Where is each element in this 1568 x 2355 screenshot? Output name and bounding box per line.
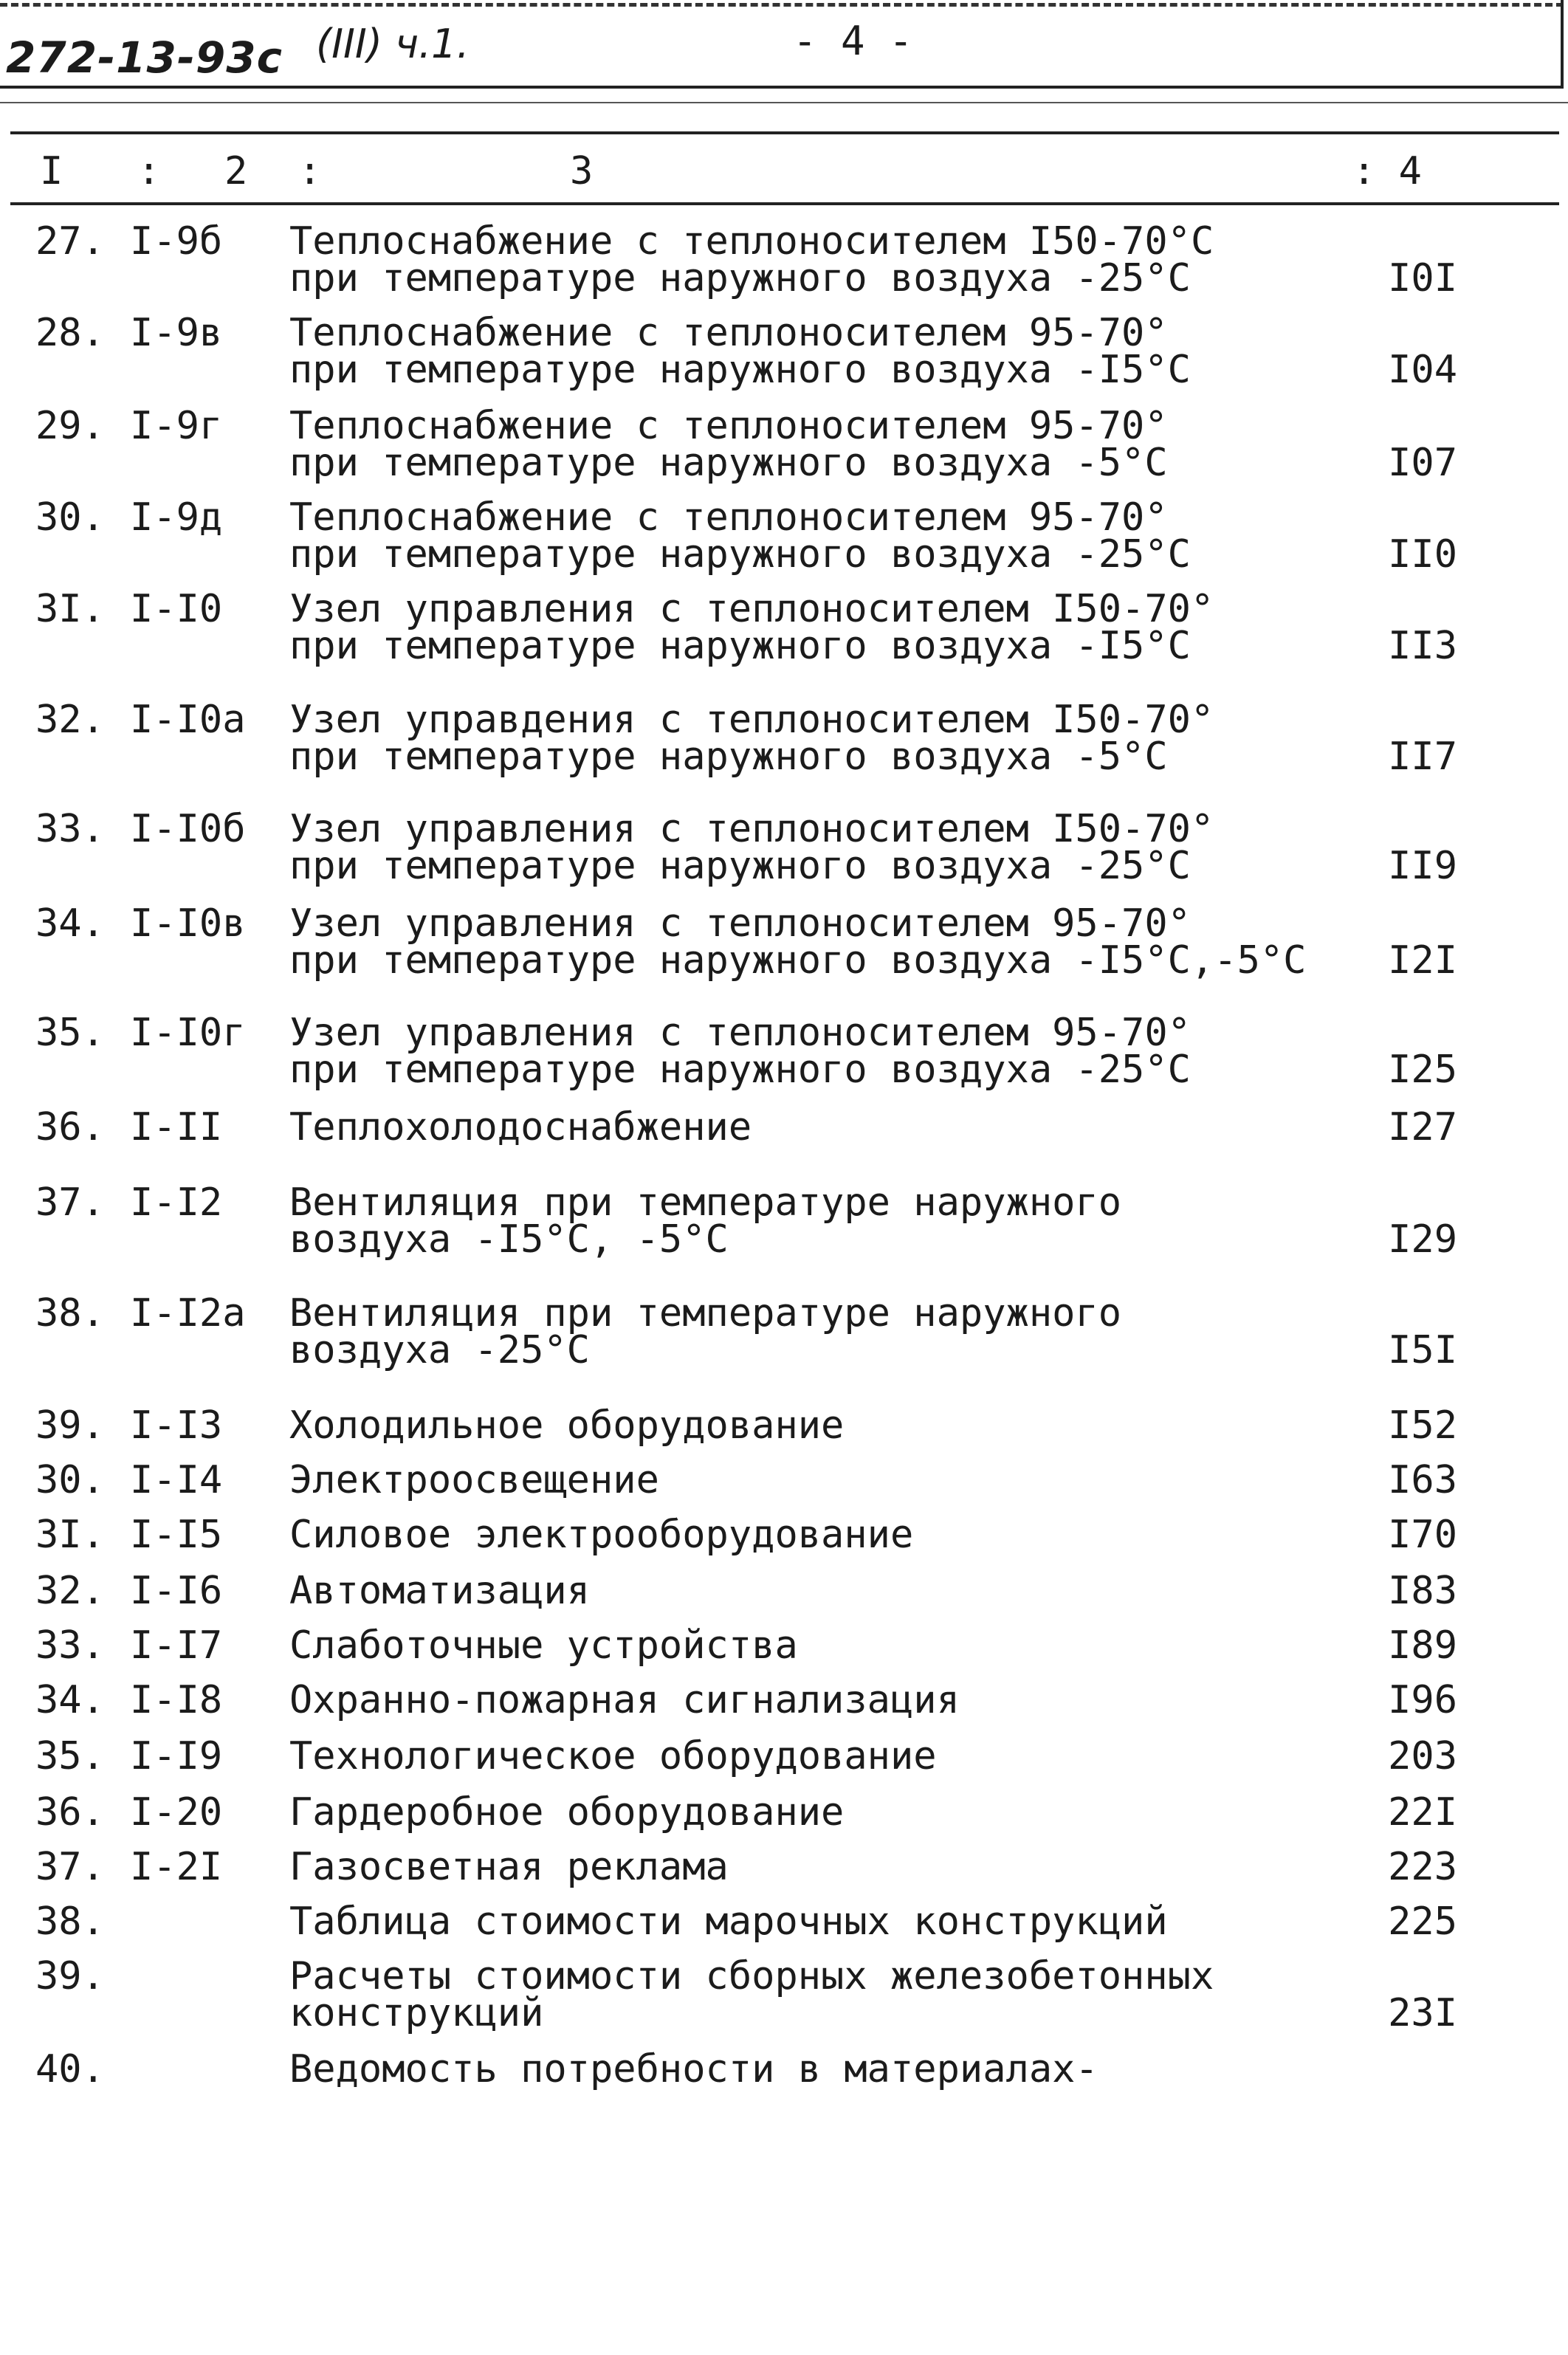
- page-number: - 4 -: [793, 18, 913, 64]
- item-number: 38.: [35, 1900, 105, 1944]
- item-page-number: I2I: [1388, 938, 1457, 983]
- table-row: [0, 1734, 1568, 1778]
- item-title: Охранно-пожарная сигнализация: [289, 1678, 960, 1722]
- item-page-number: I63: [1388, 1458, 1457, 1502]
- item-number: 32.: [35, 1569, 105, 1613]
- item-code: I-9г: [130, 404, 223, 448]
- item-page-number: I83: [1388, 1569, 1457, 1613]
- item-code: I-I4: [130, 1458, 223, 1502]
- table-row: [0, 1458, 1568, 1502]
- table-row: [0, 219, 1568, 300]
- item-code: I-I7: [130, 1623, 223, 1668]
- item-title-continued: при температуре наружного воздуха -25°С: [289, 256, 1191, 300]
- item-title: Электроосвещение: [289, 1458, 659, 1502]
- item-title: Теплоснабжение с теплоносителем 95-70°: [289, 404, 1168, 448]
- item-code: I-I2а: [130, 1291, 246, 1335]
- item-page-number: II3: [1388, 624, 1457, 668]
- table-row: [0, 1403, 1568, 1448]
- table-row: [0, 1900, 1568, 1944]
- table-row: [0, 901, 1568, 983]
- item-code: I-9д: [130, 495, 223, 540]
- item-page-number: 22I: [1388, 1790, 1457, 1835]
- item-page-number: I89: [1388, 1623, 1457, 1668]
- item-page-number: II0: [1388, 532, 1457, 577]
- column-header-4: : 4: [1352, 149, 1422, 193]
- table-row: [0, 1569, 1568, 1613]
- table-row: [0, 1011, 1568, 1092]
- item-page-number: 23I: [1388, 1991, 1457, 2035]
- item-page-number: II7: [1388, 735, 1457, 779]
- item-number: 33.: [35, 807, 105, 851]
- item-title-continued: воздуха -25°С: [289, 1328, 590, 1372]
- item-code: I-2I: [130, 1845, 223, 1889]
- item-title: Теплоснабжение с теплоносителем 95-70°: [289, 311, 1168, 355]
- table-row: [0, 311, 1568, 392]
- item-page-number: I52: [1388, 1403, 1457, 1448]
- table-row: [0, 1513, 1568, 1557]
- table-column-header: [10, 131, 1559, 205]
- item-title-continued: при температуре наружного воздуха -5°С: [289, 735, 1168, 779]
- item-number: 33.: [35, 1623, 105, 1668]
- item-number: 39.: [35, 1954, 105, 1998]
- item-page-number: I04: [1388, 348, 1457, 392]
- item-code: I-I0в: [130, 901, 246, 946]
- item-code: I-I0г: [130, 1011, 246, 1055]
- item-title: Вентиляция при температуре наружного: [289, 1291, 1122, 1335]
- table-row: [0, 1291, 1568, 1372]
- table-row: [0, 1790, 1568, 1835]
- item-code: I-9в: [130, 311, 223, 355]
- table-row: [0, 1954, 1568, 2035]
- header-separator: [0, 102, 1568, 103]
- item-page-number: I70: [1388, 1513, 1457, 1557]
- item-number: 34.: [35, 1678, 105, 1722]
- item-number: 3I.: [35, 587, 105, 631]
- item-page-number: I29: [1388, 1217, 1457, 1262]
- item-code: I-I8: [130, 1678, 223, 1722]
- item-title: Таблица стоимости марочных конструкций: [289, 1900, 1168, 1944]
- item-title: Теплоснабжение с теплоносителем I50-70°С: [289, 219, 1214, 264]
- item-title: Газосветная реклама: [289, 1845, 729, 1889]
- item-page-number: I07: [1388, 441, 1457, 485]
- item-title: Ведомость потребности в материалах-: [289, 2047, 1098, 2091]
- item-title: Теплоснабжение с теплоносителем 95-70°: [289, 495, 1168, 540]
- item-number: 36.: [35, 1790, 105, 1835]
- item-number: 35.: [35, 1011, 105, 1055]
- item-number: 40.: [35, 2047, 105, 2091]
- item-title: Расчеты стоимости сборных железобетонных: [289, 1954, 1214, 1998]
- item-number: 32.: [35, 698, 105, 742]
- table-row: [0, 495, 1568, 577]
- item-number: 30.: [35, 1458, 105, 1502]
- item-page-number: 203: [1388, 1734, 1457, 1778]
- item-number: 35.: [35, 1734, 105, 1778]
- table-row: [0, 404, 1568, 485]
- item-title-continued: при температуре наружного воздуха -I5°С,-5°С: [289, 938, 1307, 983]
- item-title: Теплохолодоснабжение: [289, 1105, 752, 1149]
- table-row: [0, 1180, 1568, 1262]
- column-separator: :: [137, 149, 161, 193]
- item-code: I-I2: [130, 1180, 223, 1225]
- item-code: I-9б: [130, 219, 223, 264]
- item-title: Технологическое оборудование: [289, 1734, 937, 1778]
- item-title: Узел управления с теплоносителем 95-70°: [289, 1011, 1191, 1055]
- item-title-continued: при температуре наружного воздуха -5°С: [289, 441, 1168, 485]
- table-row: [0, 1845, 1568, 1889]
- item-code: I-I3: [130, 1403, 223, 1448]
- table-row: [0, 698, 1568, 779]
- item-number: 30.: [35, 495, 105, 540]
- item-title: Узел управления с теплоносителем I50-70°: [289, 587, 1214, 631]
- table-row: [0, 2047, 1568, 2091]
- header-stamp-frame: [0, 0, 1564, 89]
- item-title: Гардеробное оборудование: [289, 1790, 845, 1835]
- item-code: I-I6: [130, 1569, 223, 1613]
- item-page-number: I0I: [1388, 256, 1457, 300]
- item-code: I-I0а: [130, 698, 246, 742]
- item-page-number: I5I: [1388, 1328, 1457, 1372]
- item-number: 3I.: [35, 1513, 105, 1557]
- column-header-1: I: [40, 149, 63, 193]
- item-page-number: I25: [1388, 1048, 1457, 1092]
- item-code: I-I5: [130, 1513, 223, 1557]
- item-title: Силовое электрооборудование: [289, 1513, 914, 1557]
- item-title-continued: при температуре наружного воздуха -25°С: [289, 1048, 1191, 1092]
- item-code: I-20: [130, 1790, 223, 1835]
- table-row: [0, 1623, 1568, 1668]
- item-title-continued: при температуре наружного воздуха -I5°С: [289, 624, 1191, 668]
- item-title-continued: конструкций: [289, 1991, 544, 2035]
- item-title-continued: при температуре наружного воздуха -25°С: [289, 532, 1191, 577]
- item-page-number: 225: [1388, 1900, 1457, 1944]
- table-row: [0, 1105, 1568, 1149]
- item-title: Холодильное оборудование: [289, 1403, 845, 1448]
- document-part: (III) ч.1.: [316, 21, 470, 67]
- item-title-continued: воздуха -I5°С, -5°С: [289, 1217, 729, 1262]
- column-header-2: 2: [224, 149, 248, 193]
- item-number: 38.: [35, 1291, 105, 1335]
- item-number: 29.: [35, 404, 105, 448]
- item-title-continued: при температуре наружного воздуха -25°С: [289, 844, 1191, 888]
- item-page-number: II9: [1388, 844, 1457, 888]
- item-title: Вентиляция при температуре наружного: [289, 1180, 1122, 1225]
- item-page-number: I27: [1388, 1105, 1457, 1149]
- item-number: 39.: [35, 1403, 105, 1448]
- item-title-continued: при температуре наружного воздуха -I5°С: [289, 348, 1191, 392]
- item-number: 37.: [35, 1845, 105, 1889]
- item-title: Слаботочные устройства: [289, 1623, 798, 1668]
- table-row: [0, 587, 1568, 668]
- item-number: 28.: [35, 311, 105, 355]
- item-title: Автоматизация: [289, 1569, 590, 1613]
- column-separator: :: [298, 149, 322, 193]
- item-page-number: I96: [1388, 1678, 1457, 1722]
- item-code: I-II: [130, 1105, 223, 1149]
- item-number: 34.: [35, 901, 105, 946]
- item-title: Узел управдения с теплоносителем I50-70°: [289, 698, 1214, 742]
- table-row: [0, 807, 1568, 888]
- table-row: [0, 1678, 1568, 1722]
- item-title: Узел управления с теплоносителем 95-70°: [289, 901, 1191, 946]
- item-code: I-I9: [130, 1734, 223, 1778]
- item-number: 37.: [35, 1180, 105, 1225]
- item-page-number: 223: [1388, 1845, 1457, 1889]
- column-header-3: 3: [570, 149, 594, 193]
- item-code: I-I0б: [130, 807, 246, 851]
- document-code: 272-13-93с: [6, 32, 283, 83]
- item-title: Узел управления с теплоносителем I50-70°: [289, 807, 1214, 851]
- item-code: I-I0: [130, 587, 223, 631]
- item-number: 36.: [35, 1105, 105, 1149]
- item-number: 27.: [35, 219, 105, 264]
